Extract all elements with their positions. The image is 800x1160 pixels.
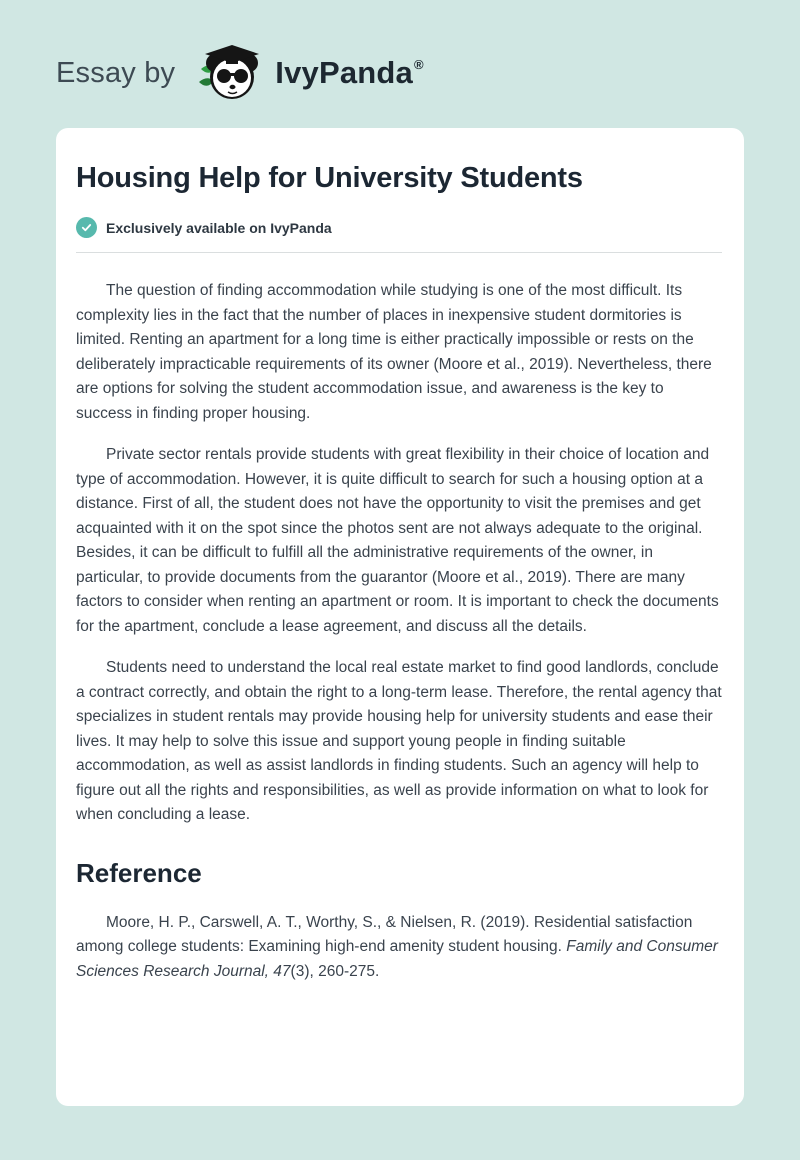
reference-journal: Family and Consumer Sciences Research Journal, 47 <box>76 938 718 980</box>
essay-title: Housing Help for University Students <box>76 162 583 194</box>
reference-text: Moore, H. P., Carswell, A. T., Worthy, S., & Nielsen, R. (2019). Residential satisfaction among college students: Examining high-end amenity student housing. <box>76 913 693 955</box>
reference-heading: Reference <box>76 857 202 888</box>
essay-paragraph-3: Students need to understand the local real estate market to find good landlords, conclude a contract correctly, and obtain the right to a long-term lease. Therefore, the rental agency that specializes in student rentals may provide housing help for university students and ease their lives. It may help to solve this issue and support young people in finding suitable accommodation, as well as assist landlords in finding students. Such an agency will help to figure out all the rights and responsibilities, as well as provide information on what to look for when concluding a lease. <box>76 659 722 823</box>
availability-text: Exclusively available on IvyPanda <box>106 219 332 236</box>
divider <box>76 252 722 253</box>
brand-text: IvyPanda <box>275 55 413 90</box>
reference-entry <box>76 911 722 985</box>
page-header <box>0 0 800 106</box>
reference-pages: (3), 260-275. <box>290 962 380 980</box>
check-icon <box>76 217 97 238</box>
essay-paragraph-1: The question of finding accommodation while studying is one of the most difficult. Its complexity lies in the fact that the number of places in inexpensive student dormitories is limited. Renting an apartment for a long time is either practically impossible or rests on the deliberately impracticable requirements of its owner (Moore et al., 2019). Nevertheless, there are options for solving the student accommodation issue, and awareness is the key to success in finding proper housing. <box>76 282 712 422</box>
essay-paragraph-2: Private sector rentals provide students with great flexibility in their choice of location and type of accommodation. However, it is quite difficult to search for such a housing option at a distance. First of all, the student does not have the opportunity to visit the premises and get acquainted with it on the spot since the photos sent are not always adequate to the original. Besides, it can be difficult to fulfill all the administrative requirements of the owner, in particular, to provide documents from the guarantor (Moore et al., 2019). There are many factors to consider when renting an apartment or room. It is important to check the documents for the apartment, conclude a lease agreement, and discuss all the details. <box>76 446 719 635</box>
essay-card <box>56 128 744 1106</box>
brand-name <box>275 55 424 91</box>
registered-mark: ® <box>414 57 424 72</box>
essay-by-label: Essay by <box>56 56 176 89</box>
ivypanda-logo-icon <box>195 43 263 103</box>
availability-badge <box>76 217 722 238</box>
